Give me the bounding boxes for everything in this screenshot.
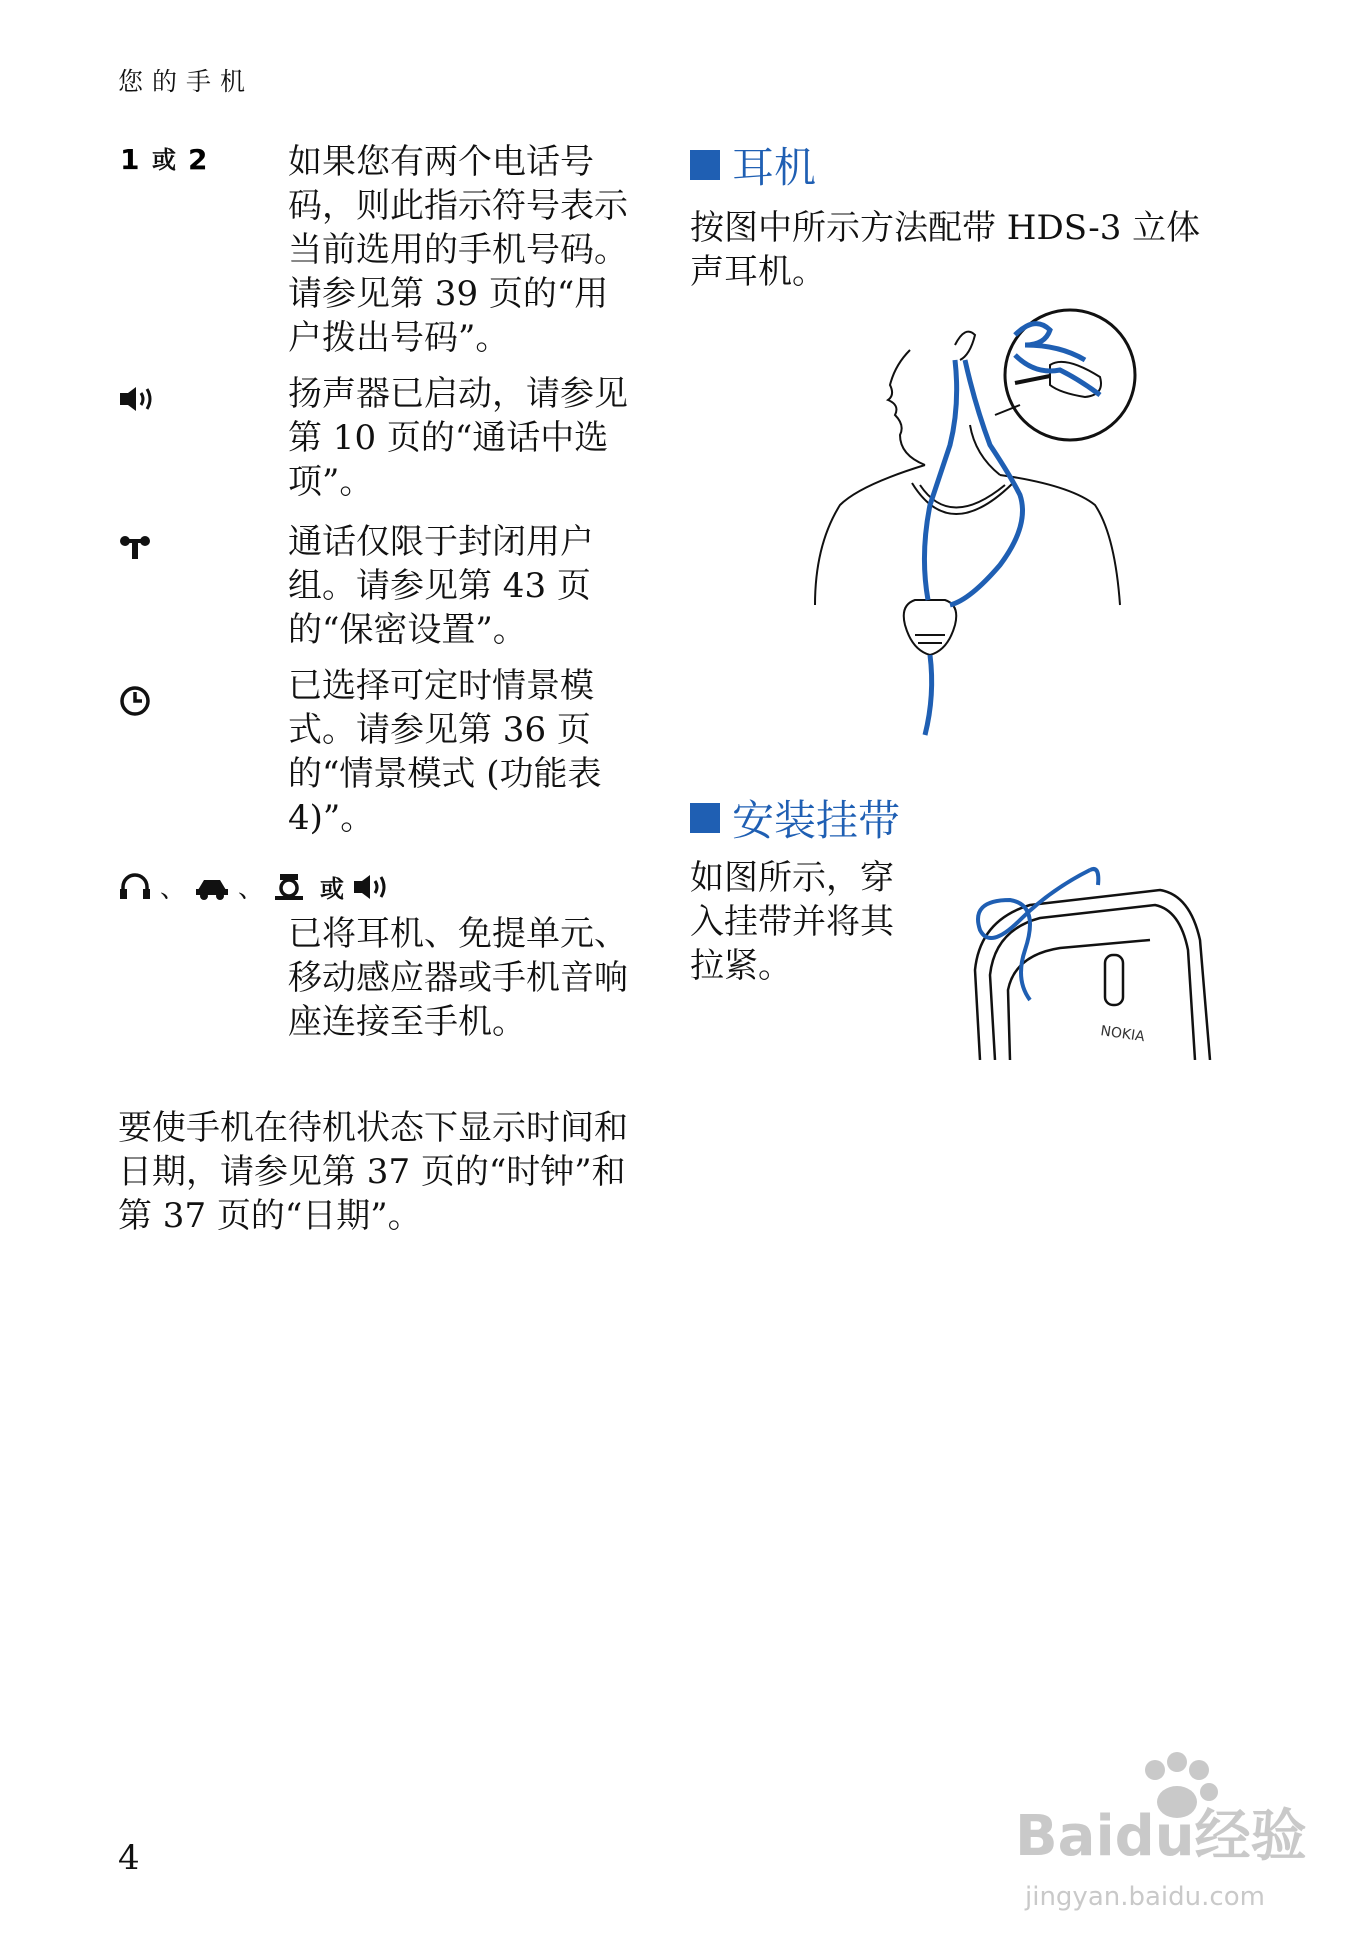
indicator-symbol [118,868,392,905]
section-marker-icon [690,150,720,180]
section-text-headset: 按图中所示方法配带 HDS-3 立体声耳机。 [690,208,1201,292]
section-text-strap: 如图所示，穿入挂带并将其拉紧。 [690,858,894,986]
indicator-row-accessories [118,868,638,1088]
line-2-icon [186,144,210,172]
line-1-icon [118,144,142,172]
separator: 、 [238,874,265,904]
svg-text:NOKIA: NOKIA [1099,1023,1146,1046]
watermark-brand: Baidu经验 [1015,1804,1307,1869]
indicator-symbol [118,384,158,414]
separator: 、 [160,874,187,904]
indicator-row-line [118,140,638,358]
closed-user-group-icon [118,532,152,562]
page-number: 4 [118,1838,140,1878]
indicator-description: 已选择可定时情景模式。请参见第 36 页的“情景模式 (功能表 4)”。 [288,666,602,838]
svg-text:2: 2 [188,143,208,172]
section-title-headset [690,135,816,195]
watermark-url: jingyan.baidu.com [1025,1882,1265,1912]
or-label: 或 [320,875,345,903]
svg-text:1: 1 [120,143,140,172]
standby-paragraph: 要使手机在待机状态下显示时间和日期，请参见第 37 页的“时钟”和第 37 页的“日期”。 [118,1108,628,1236]
indicator-description: 扬声器已启动，请参见第 10 页的“通话中选项”。 [288,374,628,502]
indicator-description: 已将耳机、免提单元、移动感应器或手机音响座连接至手机。 [288,914,628,1042]
indicator-row-timed-profile [118,664,638,844]
strap-illustration [950,860,1220,1060]
loudspeaker-icon [118,384,158,414]
section-title-strap [690,788,900,848]
speaker-icon [352,872,392,902]
indicator-symbol [118,684,152,718]
indicator-row-loudspeaker [118,372,638,502]
indicator-row-cug [118,520,638,650]
watermark-logo [1005,1740,1325,1920]
indicator-symbol [118,532,152,562]
section-title-text: 耳机 [732,143,817,192]
handsfree-icon [194,872,230,902]
clock-icon [118,684,152,718]
section-title-text: 安装挂带 [732,796,901,845]
indicator-description: 通话仅限于封闭用户组。请参见第 43 页的“保密设置”。 [288,522,594,650]
indicator-symbol [118,140,210,175]
or-label: 或 [152,146,176,174]
running-header: 您的手机 [118,67,255,96]
loopset-icon [272,872,306,902]
headset-icon [118,872,152,902]
headset-illustration [800,305,1140,745]
section-marker-icon [690,803,720,833]
indicator-description: 如果您有两个电话号码，则此指示符号表示当前选用的手机号码。请参见第 39 页的“用户拨出号码”。 [288,142,628,358]
